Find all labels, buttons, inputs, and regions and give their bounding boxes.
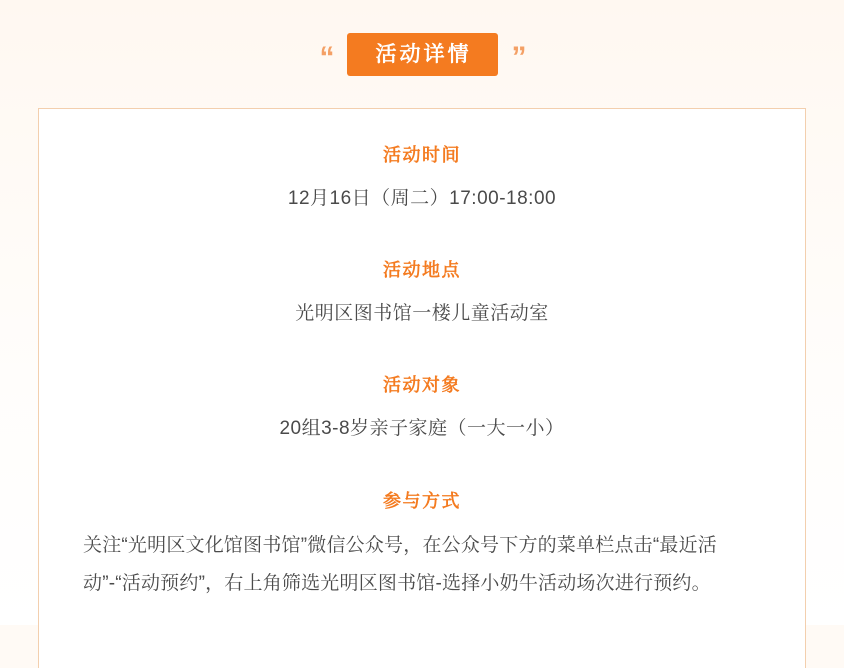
section-title: 活动地点 [383,260,461,281]
section-body: 12月16日（周二）17:00-18:00 [287,187,557,209]
section-title: 参与方式 [383,490,461,511]
page-title: 活动详情 [347,33,498,76]
section-activity-time [83,141,761,214]
spacer [83,445,761,487]
section-title: 活动对象 [383,375,461,396]
detail-card [38,108,806,668]
section-participation [83,487,761,604]
section-body: 20组3-8岁亲子家庭（一大一小） [279,418,565,440]
section-title: 活动时间 [383,145,461,165]
spacer [83,214,761,256]
section-body: 光明区图书馆一楼儿童活动室 [295,302,549,324]
quote-close-icon: ” [511,41,525,74]
section-activity-audience [83,371,761,444]
section-activity-location [83,256,761,329]
page-header [0,0,844,80]
spacer [83,329,761,371]
participation-text: 关注“光明区文化馆图书馆”微信公众号，在公众号下方的菜单栏点击“最近活动”-“活动预约”，右上角筛选光明区图书馆-选择小奶牛活动场次进行预约。 [83,535,717,595]
quote-open-icon: “ [319,41,333,74]
